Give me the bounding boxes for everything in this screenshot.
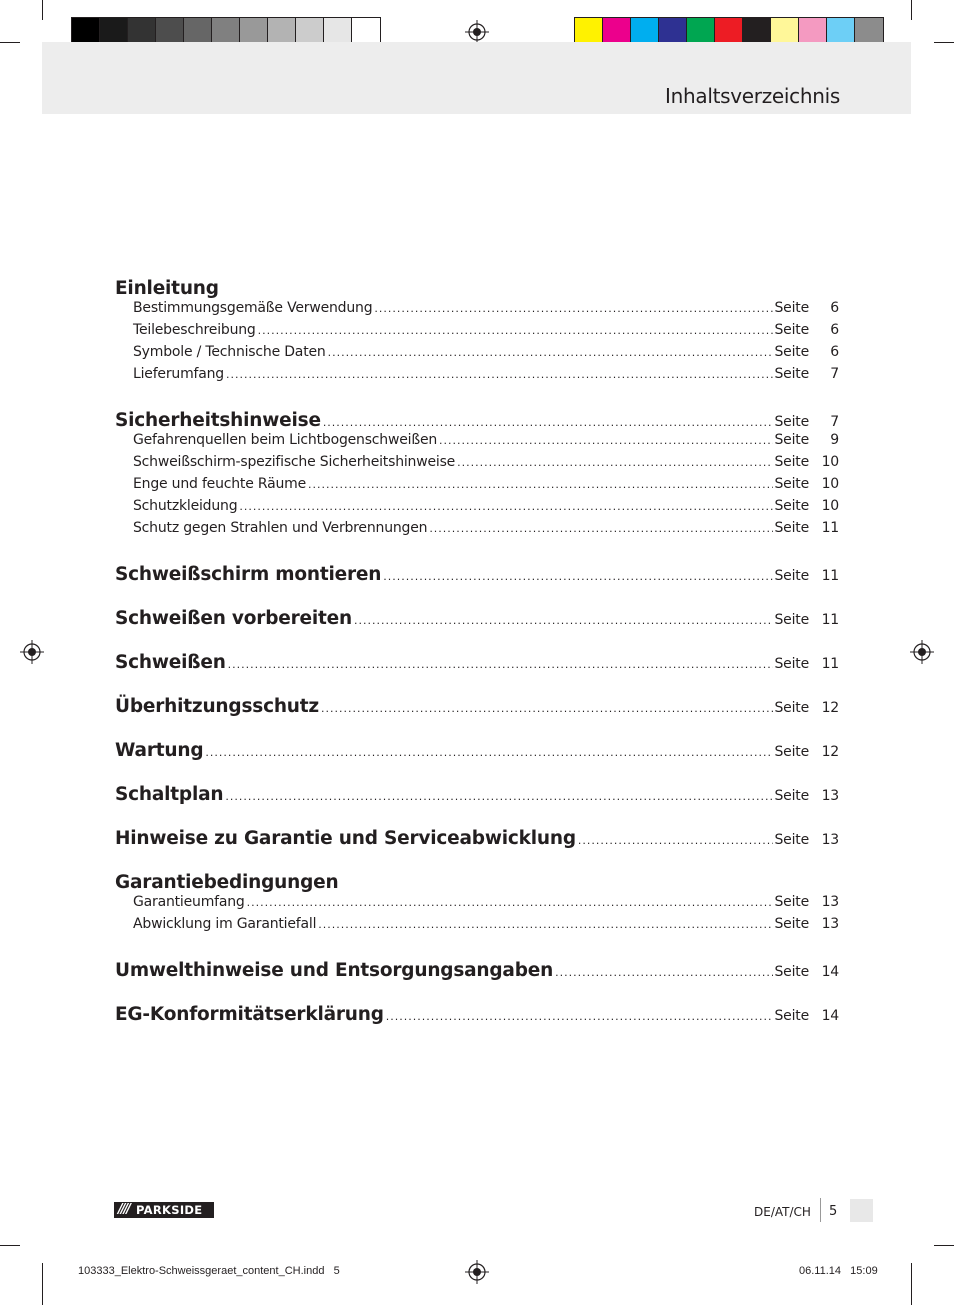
- page-label: Seite: [774, 366, 809, 382]
- toc-entry[interactable]: [115, 344, 839, 366]
- page-reference: [775, 832, 840, 848]
- dot-leader: [239, 500, 772, 513]
- page-number-ref: 11: [821, 656, 839, 672]
- toc-entry[interactable]: [115, 894, 839, 916]
- toc-section-heading-title: Schweißen vorbereiten: [115, 608, 352, 629]
- toc-entry-title: Symbole / Technische Daten: [133, 344, 326, 360]
- page-number-ref: 10: [821, 498, 839, 514]
- registration-mark-icon: [910, 640, 934, 664]
- page-reference: [775, 498, 840, 514]
- dot-leader: [555, 966, 772, 979]
- section-spacer: [115, 982, 839, 1004]
- page-number-ref: 6: [830, 344, 839, 360]
- dot-leader: [429, 522, 772, 535]
- toc-section-heading[interactable]: [115, 872, 839, 894]
- page-label: Seite: [774, 568, 809, 584]
- crop-mark: [0, 42, 20, 43]
- section-spacer: [115, 542, 839, 564]
- registration-mark-icon: [465, 1260, 489, 1284]
- page-label: Seite: [774, 476, 809, 492]
- page-reference: [775, 1008, 840, 1024]
- toc-section-heading[interactable]: [115, 960, 839, 982]
- dot-leader: [226, 368, 773, 381]
- table-of-contents: [115, 278, 839, 1026]
- section-spacer: [115, 674, 839, 696]
- toc-entry-title: Schutz gegen Strahlen und Verbrennungen: [133, 520, 428, 536]
- page-label: Seite: [774, 832, 809, 848]
- slug-filename: 103333_Elektro-Schweissgeraet_content_CH.indd 5: [78, 1265, 340, 1277]
- page-number: 5: [829, 1204, 838, 1219]
- toc-section-heading-title: Wartung: [115, 740, 204, 761]
- registration-mark-icon: [20, 640, 44, 664]
- crop-mark: [911, 1263, 912, 1305]
- toc-entry-title: Lieferumfang: [133, 366, 224, 382]
- page-reference: [775, 322, 840, 338]
- toc-section-heading-title: Hinweise zu Garantie und Serviceabwicklung: [115, 828, 576, 849]
- page-reference: [775, 916, 840, 932]
- toc-entry[interactable]: [115, 916, 839, 938]
- page-label: Seite: [774, 744, 809, 760]
- page-reference: [775, 344, 840, 360]
- page-label: Seite: [774, 700, 809, 716]
- dot-leader: [383, 570, 772, 583]
- page-number-ref: 11: [821, 612, 839, 628]
- page-label: Seite: [774, 894, 809, 910]
- dot-leader: [386, 1010, 773, 1023]
- toc-section: [115, 278, 839, 388]
- country-code: DE/AT/CH: [754, 1205, 811, 1219]
- page-label: Seite: [774, 520, 809, 536]
- toc-section: [115, 410, 839, 542]
- toc-entry-title: Abwicklung im Garantiefall: [133, 916, 317, 932]
- toc-entry-title: Schweißschirm-spezifische Sicherheitshinweise: [133, 454, 456, 470]
- toc-section-heading-title: Umwelthinweise und Entsorgungsangaben: [115, 960, 554, 981]
- toc-section-heading[interactable]: [115, 608, 839, 630]
- toc-section-heading[interactable]: [115, 564, 839, 586]
- toc-section-heading[interactable]: [115, 740, 839, 762]
- page-reference: [775, 700, 840, 716]
- page-reference: [775, 454, 840, 470]
- logo-brand-name: PARKSIDE: [136, 1203, 203, 1217]
- slug-date: 06.11.14 15:09: [799, 1265, 878, 1277]
- dot-leader: [457, 456, 772, 469]
- toc-section: [115, 652, 839, 674]
- dot-leader: [578, 834, 773, 847]
- page-label: Seite: [774, 656, 809, 672]
- toc-section-heading[interactable]: [115, 652, 839, 674]
- dot-leader: [225, 790, 772, 803]
- toc-entry-title: Teilebeschreibung: [133, 322, 256, 338]
- page-label: Seite: [774, 498, 809, 514]
- page-reference: [775, 476, 840, 492]
- section-spacer: [115, 630, 839, 652]
- page-number-ref: 10: [821, 476, 839, 492]
- page-reference: [775, 744, 840, 760]
- dot-leader: [205, 746, 772, 759]
- toc-entry-title: Schutzkleidung: [133, 498, 238, 514]
- toc-section: [115, 740, 839, 762]
- section-spacer: [115, 850, 839, 872]
- toc-section-heading-title: Schweißschirm montieren: [115, 564, 382, 585]
- page-label: Seite: [774, 414, 809, 430]
- page-reference: [775, 656, 840, 672]
- page-reference: [775, 432, 840, 448]
- toc-section: [115, 828, 839, 850]
- dot-leader: [308, 478, 772, 491]
- dot-leader: [321, 702, 773, 715]
- dot-leader: [258, 324, 773, 337]
- toc-entry-title: Gefahrenquellen beim Lichtbogenschweißen: [133, 432, 438, 448]
- crop-mark: [42, 0, 43, 20]
- toc-entry[interactable]: [115, 300, 839, 322]
- toc-section: [115, 608, 839, 630]
- toc-section-heading[interactable]: [115, 1004, 839, 1026]
- page-number-ref: 13: [821, 788, 839, 804]
- toc-entry[interactable]: [115, 432, 839, 454]
- toc-section-heading-title: Schweißen: [115, 652, 226, 673]
- section-spacer: [115, 388, 839, 410]
- dot-leader: [318, 918, 772, 931]
- toc-section-heading[interactable]: [115, 828, 839, 850]
- page-number-ref: 11: [821, 568, 839, 584]
- page-number-ref: 11: [821, 520, 839, 536]
- section-spacer: [115, 586, 839, 608]
- page-label: Seite: [774, 344, 809, 360]
- page-label: Seite: [774, 322, 809, 338]
- toc-section-heading-title: Schaltplan: [115, 784, 224, 805]
- page-label: Seite: [774, 612, 809, 628]
- footer-tab: [850, 1199, 873, 1222]
- toc-section-heading-title: Sicherheitshinweise: [115, 410, 321, 431]
- page-reference: [775, 520, 840, 536]
- toc-section-heading-title: EG-Konformitätserklärung: [115, 1004, 384, 1025]
- crop-mark: [42, 1263, 43, 1305]
- toc-section-heading[interactable]: [115, 410, 839, 432]
- page-reference: [775, 414, 840, 430]
- dot-leader: [247, 896, 773, 909]
- registration-mark-icon: [465, 20, 489, 44]
- page-number-ref: 10: [821, 454, 839, 470]
- toc-section: [115, 696, 839, 718]
- toc-section: [115, 960, 839, 982]
- page-label: Seite: [774, 1008, 809, 1024]
- page-label: Seite: [774, 454, 809, 470]
- toc-section-heading-title: Einleitung: [115, 278, 219, 299]
- toc-entry-title: Bestimmungsgemäße Verwendung: [133, 300, 373, 316]
- dot-leader: [328, 346, 773, 359]
- logo-slashes-icon: ////: [118, 1202, 129, 1217]
- page-reference: [775, 894, 840, 910]
- page-number-ref: 14: [821, 964, 839, 980]
- toc-entry-title: Garantieumfang: [133, 894, 245, 910]
- toc-entry-title: Enge und feuchte Räume: [133, 476, 307, 492]
- toc-entry[interactable]: [115, 366, 839, 388]
- dot-leader: [374, 302, 772, 315]
- toc-section-heading-title: Überhitzungsschutz: [115, 696, 319, 717]
- page-number-ref: 7: [830, 366, 839, 382]
- page-number-ref: 14: [821, 1008, 839, 1024]
- page-reference: [775, 612, 840, 628]
- dot-leader: [228, 658, 773, 671]
- dot-leader: [323, 416, 773, 429]
- toc-section: [115, 1004, 839, 1026]
- crop-mark: [911, 0, 912, 20]
- crop-mark: [934, 42, 954, 43]
- toc-entry[interactable]: [115, 520, 839, 542]
- page-number-ref: 6: [830, 300, 839, 316]
- page-label: Seite: [774, 300, 809, 316]
- page-reference: [775, 300, 840, 316]
- footer-divider: [820, 1198, 821, 1222]
- page-label: Seite: [774, 916, 809, 932]
- page-number-ref: 6: [830, 322, 839, 338]
- dot-leader: [354, 614, 773, 627]
- page-number-ref: 12: [821, 744, 839, 760]
- page-label: Seite: [774, 432, 809, 448]
- toc-section: [115, 564, 839, 586]
- toc-section-heading[interactable]: [115, 278, 839, 300]
- section-spacer: [115, 806, 839, 828]
- toc-section: [115, 784, 839, 806]
- toc-entry[interactable]: [115, 498, 839, 520]
- toc-section-heading-title: Garantiebedingungen: [115, 872, 339, 893]
- page-number-ref: 7: [830, 414, 839, 430]
- page-title: Inhaltsverzeichnis: [665, 84, 840, 108]
- page-number-ref: 12: [821, 700, 839, 716]
- toc-entry[interactable]: [115, 476, 839, 498]
- page-number-ref: 13: [821, 916, 839, 932]
- page-number-ref: 13: [821, 894, 839, 910]
- page-label: Seite: [774, 788, 809, 804]
- page-reference: [775, 964, 840, 980]
- toc-section-heading[interactable]: [115, 696, 839, 718]
- page-reference: [775, 788, 840, 804]
- toc-section: [115, 872, 839, 938]
- section-spacer: [115, 718, 839, 740]
- toc-entry[interactable]: [115, 454, 839, 476]
- page-label: Seite: [774, 964, 809, 980]
- section-spacer: [115, 762, 839, 784]
- section-spacer: [115, 938, 839, 960]
- parkside-logo: [114, 1202, 214, 1218]
- dot-leader: [439, 434, 772, 447]
- page-reference: [775, 366, 840, 382]
- crop-mark: [0, 1245, 20, 1246]
- page-reference: [775, 568, 840, 584]
- page-number-ref: 13: [821, 832, 839, 848]
- crop-mark: [934, 1245, 954, 1246]
- toc-entry[interactable]: [115, 322, 839, 344]
- page-number-ref: 9: [830, 432, 839, 448]
- toc-section-heading[interactable]: [115, 784, 839, 806]
